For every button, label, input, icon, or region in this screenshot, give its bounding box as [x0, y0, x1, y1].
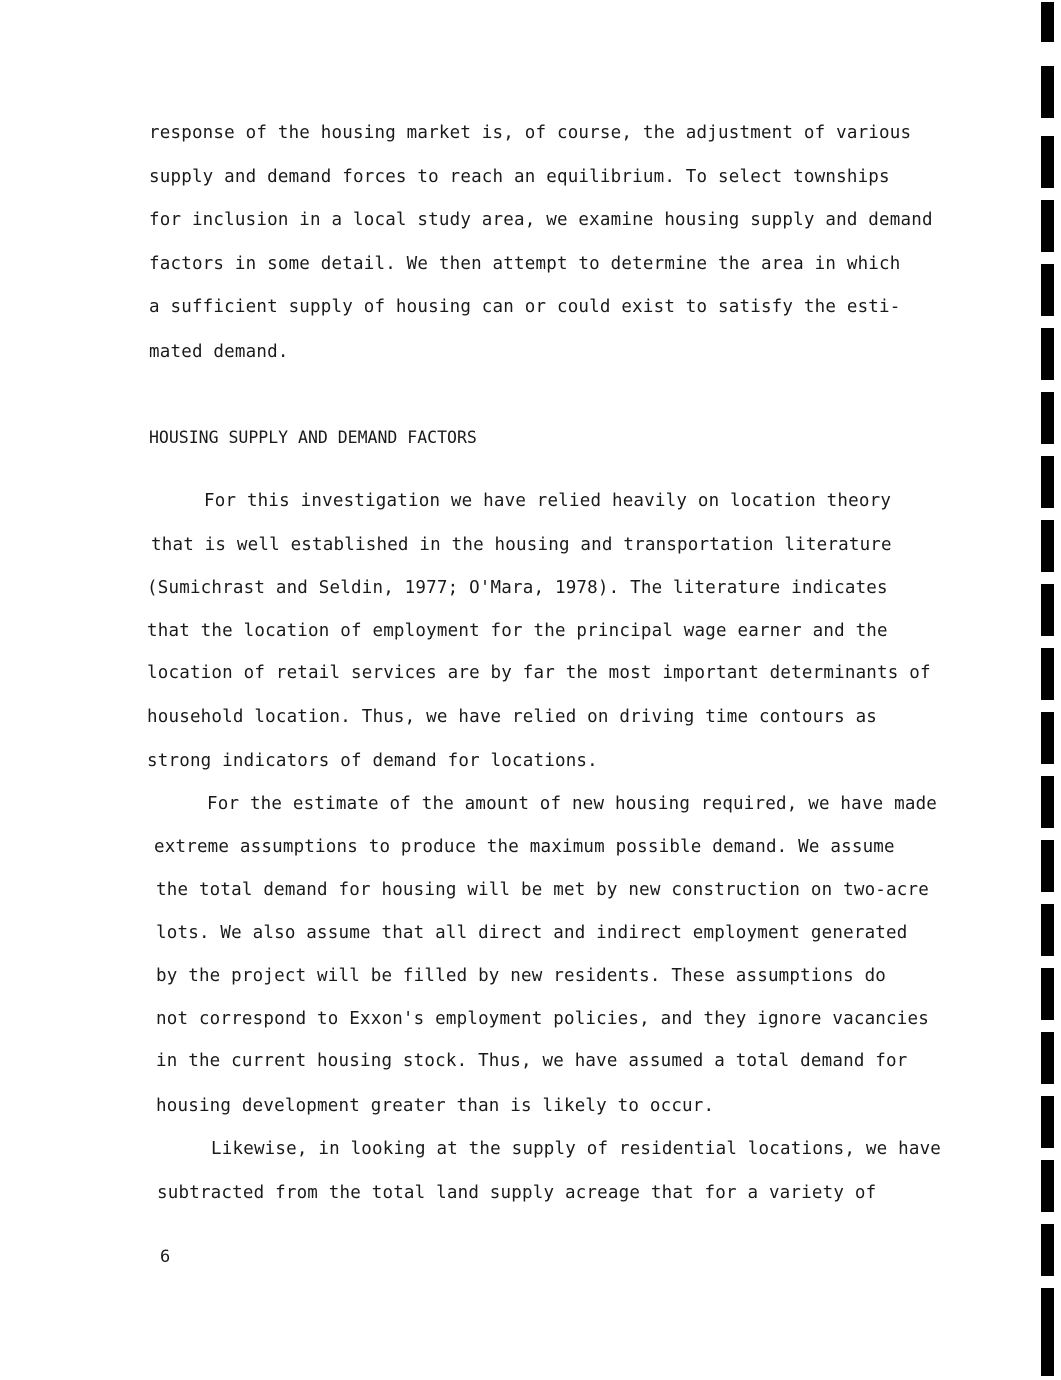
- text-line: not correspond to Exxon's employment policies, and they ignore vacancies: [156, 1009, 929, 1029]
- binding-mark: [1041, 904, 1054, 956]
- binding-mark: [1041, 456, 1054, 508]
- text-line: a sufficient supply of housing can or could exist to satisfy the esti-: [149, 297, 901, 317]
- binding-mark: [1041, 264, 1054, 316]
- binding-mark: [1041, 1160, 1054, 1212]
- text-line: For the estimate of the amount of new housing required, we have made: [207, 794, 938, 814]
- text-line: factors in some detail. We then attempt to determine the area in which: [149, 254, 901, 274]
- text-line: household location. Thus, we have relied on driving time contours as: [147, 707, 878, 727]
- binding-mark: [1041, 66, 1054, 118]
- text-line: extreme assumptions to produce the maximum possible demand. We assume: [154, 837, 895, 857]
- text-line: housing development greater than is likely to occur.: [156, 1096, 715, 1116]
- binding-mark: [1041, 584, 1054, 636]
- text-line: that the location of employment for the principal wage earner and the: [147, 621, 888, 641]
- section-heading: HOUSING SUPPLY AND DEMAND FACTORS: [149, 428, 477, 447]
- binding-mark: [1041, 520, 1054, 572]
- binding-mark: [1041, 392, 1054, 444]
- text-line: by the project will be filled by new residents. These assumptions do: [156, 966, 887, 986]
- text-line: subtracted from the total land supply acreage that for a variety of: [157, 1183, 877, 1203]
- binding-mark: [1041, 648, 1054, 700]
- text-line: for inclusion in a local study area, we examine housing supply and demand: [149, 210, 933, 230]
- binding-mark: [1041, 136, 1054, 188]
- page-number: 6: [160, 1247, 171, 1267]
- text-line: supply and demand forces to reach an equilibrium. To select townships: [149, 167, 890, 187]
- text-line: mated demand.: [149, 342, 289, 362]
- text-line: For this investigation we have relied heavily on location theory: [204, 491, 892, 511]
- text-line: strong indicators of demand for locations.: [147, 751, 598, 771]
- binding-mark: [1041, 2, 1054, 42]
- binding-mark: [1041, 1336, 1054, 1376]
- text-line: that is well established in the housing and transportation literature: [151, 535, 892, 555]
- binding-mark: [1041, 1224, 1054, 1276]
- text-line: response of the housing market is, of course, the adjustment of various: [149, 123, 912, 143]
- binding-mark: [1041, 1032, 1054, 1084]
- text-line: the total demand for housing will be met by new construction on two-acre: [156, 880, 929, 900]
- binding-mark: [1041, 968, 1054, 1020]
- binding-mark: [1041, 840, 1054, 892]
- binding-mark: [1041, 1288, 1054, 1340]
- text-line: in the current housing stock. Thus, we have assumed a total demand for: [156, 1051, 908, 1071]
- text-line: (Sumichrast and Seldin, 1977; O'Mara, 1978). The literature indicates: [147, 578, 888, 598]
- binding-mark: [1041, 200, 1054, 252]
- text-line: Likewise, in looking at the supply of residential locations, we have: [211, 1139, 942, 1159]
- binding-mark: [1041, 328, 1054, 380]
- binding-mark: [1041, 712, 1054, 764]
- binding-mark: [1041, 1096, 1054, 1148]
- text-line: location of retail services are by far the most important determinants of: [147, 663, 931, 683]
- binding-mark: [1041, 776, 1054, 828]
- binding-marks: [1041, 0, 1061, 1380]
- text-line: lots. We also assume that all direct and indirect employment generated: [156, 923, 908, 943]
